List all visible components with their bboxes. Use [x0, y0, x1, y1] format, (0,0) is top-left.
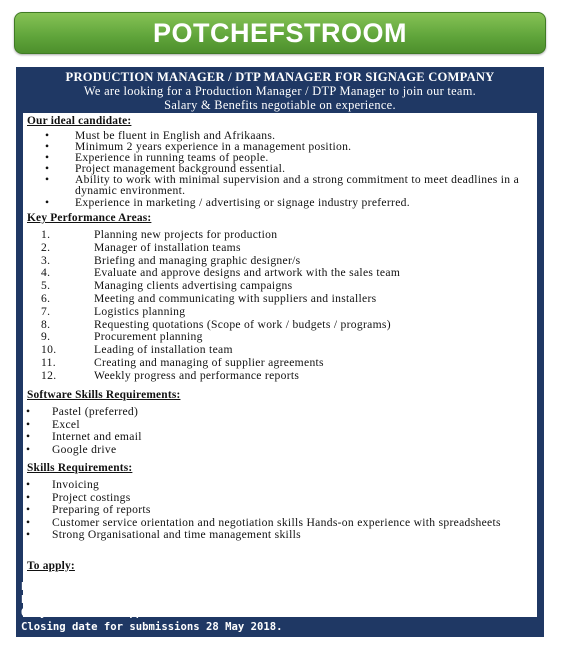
salary-line: Salary & Benefits negotiable on experience. — [164, 98, 396, 112]
apply-email-line: Email CV and qualifications to work@gobig.co.za — [21, 581, 321, 593]
bullet-icon: • — [26, 528, 31, 542]
list-item: • Ability to work with minimal supervision and a strong commitment to meet deadlines in a dynamic environment. — [45, 173, 520, 198]
kpa-list — [23, 229, 537, 383]
ideal-candidate-heading: Our ideal candidate: — [27, 115, 132, 127]
ad-body — [23, 113, 537, 617]
list-item: • Experience in marketing / advertising or signage industry preferred. — [45, 195, 410, 209]
bullet-icon: • — [26, 417, 31, 431]
bullet-icon: • — [45, 151, 50, 165]
intro-line: We are looking for a Production Manager / DTP Manager to join our team. — [83, 84, 477, 98]
bullet-icon: • — [26, 405, 31, 418]
list-item: • Must be fluent in English and Afrikaans. — [45, 129, 276, 142]
list-item: 9. Procurement planning — [41, 330, 203, 344]
list-item: • Preparing of reports — [26, 503, 151, 517]
bullet-icon: • — [45, 140, 50, 154]
list-item: • Invoicing — [26, 478, 100, 491]
to-apply-heading: To apply: — [27, 560, 75, 572]
list-item: • Google drive — [26, 443, 117, 457]
list-item: • Excel — [26, 417, 80, 431]
list-item: 7. Logistics planning — [41, 304, 186, 318]
job-title: PRODUCTION MANAGER / DTP MANAGER FOR SIGNAGE COMPANY — [65, 70, 495, 84]
bullet-icon: • — [26, 515, 31, 529]
list-item: 6. Meeting and communicating with suppliers and installers — [41, 291, 377, 305]
ad-header — [16, 67, 544, 112]
list-item: • Experience in running teams of people. — [45, 151, 269, 165]
list-item: 5. Managing clients advertising campaigns — [41, 279, 293, 293]
list-item: 1. Planning new projects for production — [41, 228, 278, 241]
list-item: • Project costings — [26, 490, 131, 504]
bullet-icon: • — [26, 503, 31, 517]
bullet-icon: • — [26, 490, 31, 504]
list-item: • Customer service orientation and negotiation skills Hands-on experience with spreadsheets — [26, 515, 501, 529]
job-ad-card — [16, 67, 544, 637]
list-item: • Strong Organisational and time management skills — [26, 528, 301, 542]
list-item: • Project management background essential. — [45, 162, 286, 176]
apply-closing-date: Closing date for submissions 28 May 2018. — [21, 620, 283, 633]
apply-subject-line: Email Subject: Production Manager Vacancy — [21, 594, 283, 607]
bullet-icon: • — [26, 443, 31, 457]
kpa-heading: Key Performance Areas: — [27, 212, 152, 224]
ideal-candidate-list — [23, 130, 537, 208]
list-item: 10. Leading of installation team — [41, 343, 233, 357]
bullet-icon: • — [45, 195, 50, 209]
apply-instructions — [21, 581, 404, 634]
list-item: 8. Requesting quotations (Scope of work / budgets / programs) — [41, 317, 391, 331]
software-skills-heading: Software Skills Requirements: — [27, 389, 181, 401]
list-item: 4. Evaluate and approve designs and artwork with the sales team — [41, 266, 401, 280]
bullet-icon: • — [26, 430, 31, 444]
list-item: 3. Briefing and managing graphic designer/s — [41, 253, 301, 267]
list-item: • Internet and email — [26, 430, 142, 444]
apply-contact-note: Only successful applicants will be contacted for interviews. — [21, 607, 404, 620]
software-skills-list — [23, 406, 537, 457]
bullet-icon: • — [45, 173, 50, 187]
bullet-icon: • — [26, 478, 31, 491]
bullet-icon: • — [45, 162, 50, 176]
list-item: • Minimum 2 years experience in a management position. — [45, 140, 352, 154]
banner-title: POTCHEFSTROOM — [153, 17, 407, 48]
list-item: 12. Weekly progress and performance reports — [41, 368, 300, 382]
title-banner — [14, 12, 546, 54]
list-item: 11. Creating and managing of supplier agreements — [41, 355, 324, 369]
list-item: 2. Manager of installation teams — [41, 240, 241, 254]
list-item: • Pastel (preferred) — [26, 405, 139, 418]
skills-heading: Skills Requirements: — [27, 462, 133, 474]
skills-list — [23, 479, 537, 542]
bullet-icon: • — [45, 129, 50, 142]
